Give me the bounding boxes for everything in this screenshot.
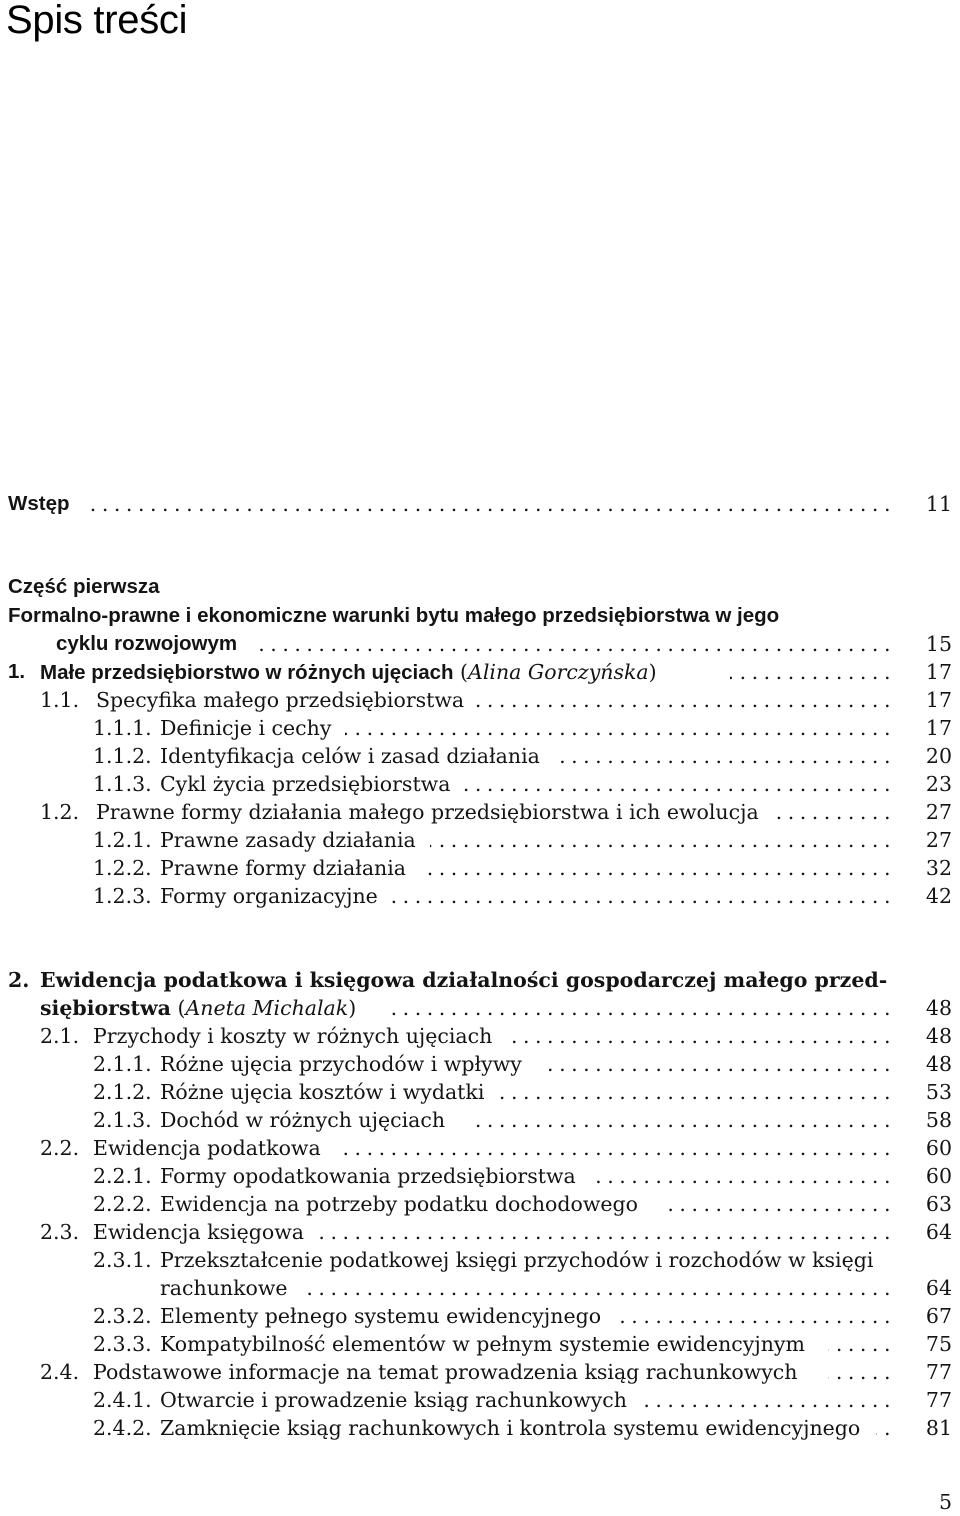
section-number: 2.2.1. — [93, 1164, 152, 1188]
dot-leader — [390, 882, 890, 910]
toc-page-number: 75 — [925, 1332, 952, 1356]
section-number: 2.1.3. — [93, 1108, 152, 1132]
dot-leader — [645, 1386, 890, 1414]
toc-page-number: 20 — [925, 744, 952, 768]
toc-entry-subsection[interactable] — [0, 742, 960, 770]
section-title: Przekształcenie podatkowej księgi przychodów i rozchodów w księgi — [160, 1248, 874, 1272]
toc-entry-subsection[interactable] — [0, 1414, 960, 1442]
section-number: 2.3.3. — [93, 1332, 152, 1356]
dot-leader — [876, 1414, 890, 1442]
section-title: Formy organizacyjne — [160, 884, 378, 908]
toc-page-number: 17 — [925, 688, 952, 712]
dot-leader — [458, 770, 890, 798]
dot-leader — [90, 490, 890, 518]
chapter-title-cont: siębiorstwa — [40, 996, 171, 1020]
toc-page-number: 60 — [925, 1164, 952, 1188]
section-number: 2.4.1. — [93, 1388, 152, 1412]
chapter-number: 1. — [8, 660, 26, 683]
section-title: Prawne formy działania małego przedsiębiorstwa i ich ewolucja — [96, 800, 759, 824]
toc-page-number: 60 — [925, 1136, 952, 1160]
toc-page-number: 17 — [925, 660, 952, 684]
toc-entry-subsection[interactable] — [0, 882, 960, 910]
section-number: 2.4. — [40, 1360, 80, 1384]
toc-entry-subsection[interactable] — [0, 1162, 960, 1190]
dot-leader — [318, 1218, 890, 1246]
toc-page-number: 27 — [925, 800, 952, 824]
toc-entry-section[interactable] — [0, 1218, 960, 1246]
toc-entry-subsection[interactable] — [0, 826, 960, 854]
chapter-number: 2. — [8, 968, 30, 992]
section-title: Prawne formy działania — [160, 856, 407, 880]
section-title: Ewidencja podatkowa — [93, 1136, 321, 1160]
section-number: 2.1.1. — [93, 1052, 152, 1076]
dot-leader — [775, 798, 890, 826]
chapter-title: Ewidencja podatkowa i księgowa działalności gospodarczej małego przed- — [40, 968, 888, 992]
section-number: 2.3.2. — [93, 1304, 152, 1328]
toc-entry-title: Wstęp — [8, 492, 70, 515]
section-title: Różne ujęcia przychodów i wpływy — [160, 1052, 522, 1076]
section-title: Otwarcie i prowadzenie ksiąg rachunkowych — [160, 1388, 627, 1412]
toc-entry-intro[interactable] — [0, 490, 960, 518]
section-title: Ewidencja na potrzeby podatku dochodowego — [160, 1192, 638, 1216]
toc-page-number: 77 — [925, 1388, 952, 1412]
dot-leader — [590, 1162, 890, 1190]
toc-entry-chapter-1[interactable]: 1. Małe przedsiębiorstwo w różnych ujęciach (Alina Gorczyńska) . . . 17 — [0, 658, 960, 686]
dot-leader — [730, 658, 890, 686]
toc-entry-subsection[interactable] — [0, 1386, 960, 1414]
toc-entry-section[interactable] — [0, 1134, 960, 1162]
section-title: Ewidencja księgowa — [93, 1220, 304, 1244]
section-number: 1.1.3. — [93, 772, 152, 796]
dot-leader — [470, 1106, 890, 1134]
section-title: Elementy pełnego systemu ewidencyjnego — [160, 1304, 602, 1328]
toc-entry-subsection[interactable] — [0, 1050, 960, 1078]
part-title-cont: cyklu rozwojowym — [56, 632, 238, 655]
toc-page-number: 48 — [925, 1052, 952, 1076]
toc-page-number: 11 — [925, 492, 952, 516]
dot-leader — [470, 686, 890, 714]
toc-page-number: 27 — [925, 828, 952, 852]
toc-entry-section[interactable] — [0, 686, 960, 714]
toc-entry-subsection[interactable] — [0, 1078, 960, 1106]
section-title: Specyfika małego przedsiębiorstwa — [96, 688, 465, 712]
section-number: 1.1. — [40, 688, 80, 712]
section-number: 1.1.2. — [93, 744, 152, 768]
section-number: 1.2.2. — [93, 856, 152, 880]
section-title: Kompatybilność elementów w pełnym systemie ewidencyjnym — [160, 1332, 805, 1356]
toc-page-number: 67 — [925, 1304, 952, 1328]
dot-leader — [385, 994, 890, 1022]
section-title: Definicje i cechy — [160, 716, 332, 740]
section-number: 2.3.1. — [93, 1248, 152, 1272]
dot-leader — [660, 1190, 890, 1218]
chapter-2-title-line-1[interactable] — [0, 966, 960, 994]
toc-entry-subsection[interactable] — [0, 1330, 960, 1358]
section-number: 1.2.1. — [93, 828, 152, 852]
chapter-author: Aneta Michalak — [185, 996, 349, 1020]
page-title: Spis treści — [6, 0, 188, 42]
dot-leader — [345, 714, 890, 742]
dot-leader — [420, 854, 890, 882]
section-title: Zamknięcie ksiąg rachunkowych i kontrola systemu ewidencyjnego — [160, 1416, 861, 1440]
section-number: 2.2. — [40, 1136, 80, 1160]
dot-leader — [828, 1330, 890, 1358]
section-number: 2.3. — [40, 1220, 80, 1244]
section-title: Podstawowe informacje na temat prowadzenia ksiąg rachunkowych — [93, 1360, 798, 1384]
toc-page-number: 64 — [925, 1276, 952, 1300]
section-title: Przychody i koszty w różnych ujęciach — [93, 1024, 493, 1048]
section-number: 1.1.1. — [93, 716, 152, 740]
toc-entry-subsection[interactable] — [0, 854, 960, 882]
toc-entry-section[interactable] — [0, 1022, 960, 1050]
chapter-title: Małe przedsiębiorstwo w różnych ujęciach — [40, 661, 454, 684]
toc-entry-section[interactable] — [0, 1358, 960, 1386]
toc-page-number: 63 — [925, 1192, 952, 1216]
toc-page-number: 48 — [925, 996, 952, 1020]
toc-page-number: 42 — [925, 884, 952, 908]
section-title: Identyfikacja celów i zasad działania — [160, 744, 540, 768]
section-title: Dochód w różnych ujęciach — [160, 1108, 446, 1132]
dot-leader — [430, 826, 890, 854]
dot-leader — [555, 742, 890, 770]
section-number: 2.1. — [40, 1024, 80, 1048]
toc-entry-subsection[interactable] — [0, 1302, 960, 1330]
section-title: Prawne zasady działania — [160, 828, 416, 852]
part-title-line-1 — [0, 602, 960, 630]
toc-page-number: 77 — [925, 1360, 952, 1384]
toc-entry-chapter-2[interactable]: siębiorstwa (Aneta Michalak) . . . 48 — [0, 994, 960, 1022]
section-title: Formy opodatkowania przedsiębiorstwa — [160, 1164, 576, 1188]
toc-entry-subsection[interactable] — [0, 770, 960, 798]
toc-entry-subsection[interactable] — [0, 1190, 960, 1218]
section-title: Różne ujęcia kosztów i wydatki — [160, 1080, 485, 1104]
toc-entry-part[interactable] — [0, 630, 960, 658]
toc-page-number: 48 — [925, 1024, 952, 1048]
part-title: Formalno-prawne i ekonomiczne warunki bytu małego przedsiębiorstwa w jego — [8, 604, 780, 627]
section-title-cont: rachunkowe — [160, 1276, 288, 1300]
chapter-author: Alina Gorczyńska — [468, 660, 649, 684]
toc-entry-subsection[interactable] — [0, 1274, 960, 1302]
section-number: 1.2.3. — [93, 884, 152, 908]
dot-leader — [302, 1274, 890, 1302]
section-number: 1.2. — [40, 800, 80, 824]
toc-page-number: 32 — [925, 856, 952, 880]
part-label: Część pierwsza — [8, 575, 160, 598]
toc-page-number: 15 — [925, 632, 952, 656]
toc-page-number: 17 — [925, 716, 952, 740]
dot-leader — [256, 630, 890, 658]
toc-page-number: 81 — [925, 1416, 952, 1440]
dot-leader — [828, 1358, 890, 1386]
section-number: 2.2.2. — [93, 1192, 152, 1216]
toc-page-number: 23 — [925, 772, 952, 796]
dot-leader — [505, 1022, 890, 1050]
section-number: 2.4.2. — [93, 1416, 152, 1440]
toc-page-number: 53 — [925, 1080, 952, 1104]
dot-leader — [335, 1134, 890, 1162]
section-title: Cykl życia przedsiębiorstwa — [160, 772, 451, 796]
dot-leader — [620, 1302, 890, 1330]
toc-entry-subsection[interactable] — [0, 714, 960, 742]
dot-leader — [498, 1078, 890, 1106]
toc-entry-subsection[interactable] — [0, 1106, 960, 1134]
toc-entry-section[interactable] — [0, 798, 960, 826]
page-number: 5 — [938, 1490, 952, 1514]
toc-page-number: 64 — [925, 1220, 952, 1244]
dot-leader — [540, 1050, 890, 1078]
part-label-line — [0, 573, 960, 601]
section-number: 2.1.2. — [93, 1080, 152, 1104]
toc-entry-subsection-title[interactable] — [0, 1246, 960, 1274]
toc-page-number: 58 — [925, 1108, 952, 1132]
